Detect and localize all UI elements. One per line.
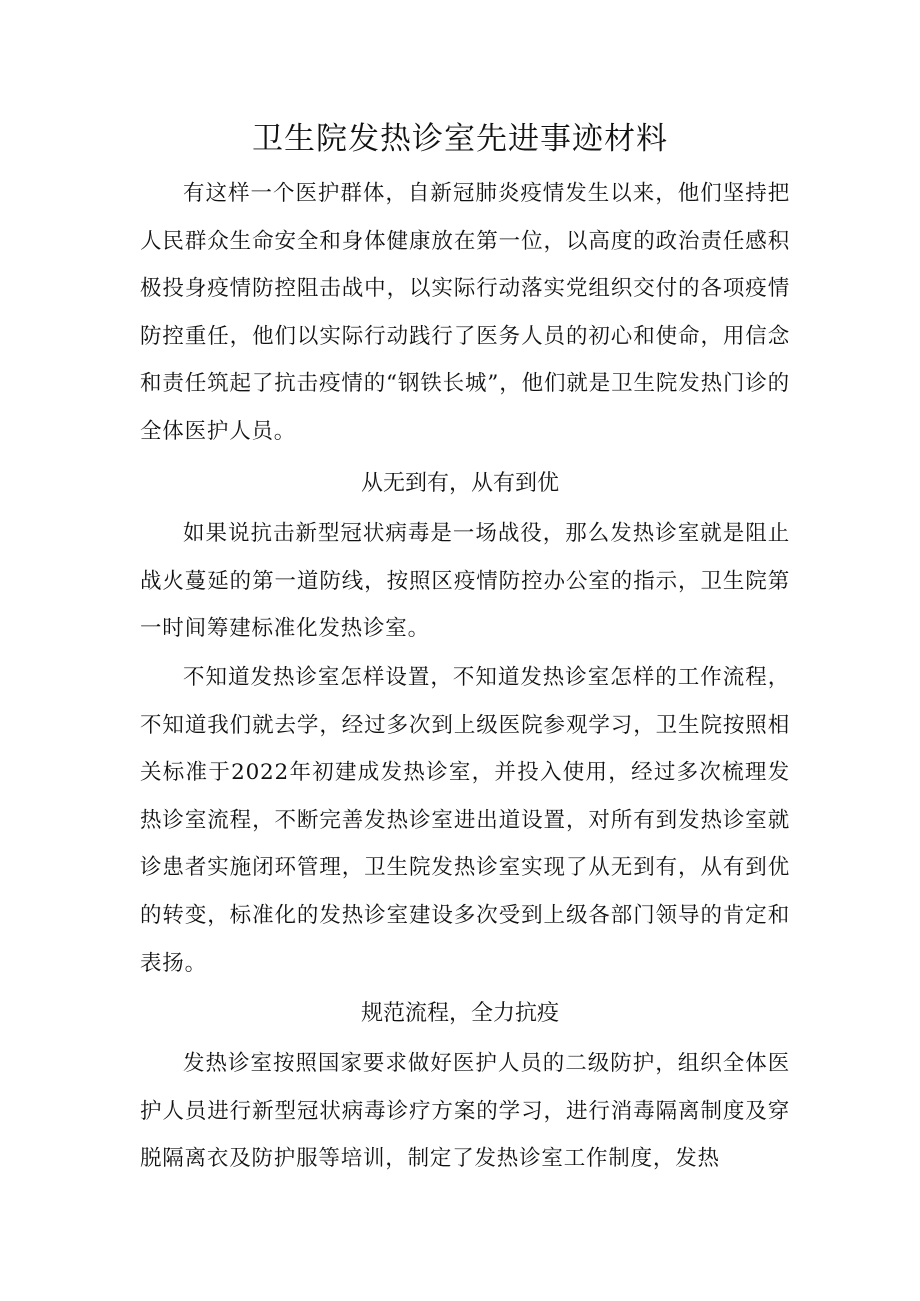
- paragraph-intro: 有这样一个医护群体，自新冠肺炎疫情发生以来，他们坚持把人民群众生命安全和身体健康放在第一位，以高度的政治责任感积极投身疫情防控阻击战中，以实际行动落实党组织交付的各项疫情防控重任，他们以实际行动践行了医务人员的初心和使命，用信念和责任筑起了抗击疫情的“钢铁长城”，他们就是卫生院发热门诊的全体医护人员。: [140, 181, 790, 444]
- section-heading-1: 从无到有，从有到优: [360, 471, 559, 496]
- section-heading-2: 规范流程，全力抗疫: [360, 1001, 559, 1026]
- document-title: 卫生院发热诊室先进事迹材料: [252, 121, 668, 157]
- paragraph-section2-a: 发热诊室按照国家要求做好医护人员的二级防护，组织全体医护人员进行新型冠状病毒诊疗方案的学习，进行消毒隔离制度及穿脱隔离衣及防护服等培训，制定了发热诊室工作制度，发热: [140, 1051, 790, 1172]
- paragraph-section1-a: 如果说抗击新型冠状病毒是一场战役，那么发热诊室就是阻止战火蔓延的第一道防线，按照区疫情防控办公室的指示，卫生院第一时间筹建标准化发热诊室。: [140, 521, 790, 642]
- paragraph-section1-b: 不知道发热诊室怎样设置，不知道发热诊室怎样的工作流程，不知道我们就去学，经过多次到上级医院参观学习，卫生院按照相关标准于2022年初建成发热诊室，并投入使用，经过多次梳理发热诊室流程，不断完善发热诊室进出道设置，对所有到发热诊室就诊患者实施闭环管理，卫生院发热诊室实现了从无到有，从有到优的转变，标准化的发热诊室建设多次受到上级各部门领导的肯定和表扬。: [140, 665, 790, 976]
